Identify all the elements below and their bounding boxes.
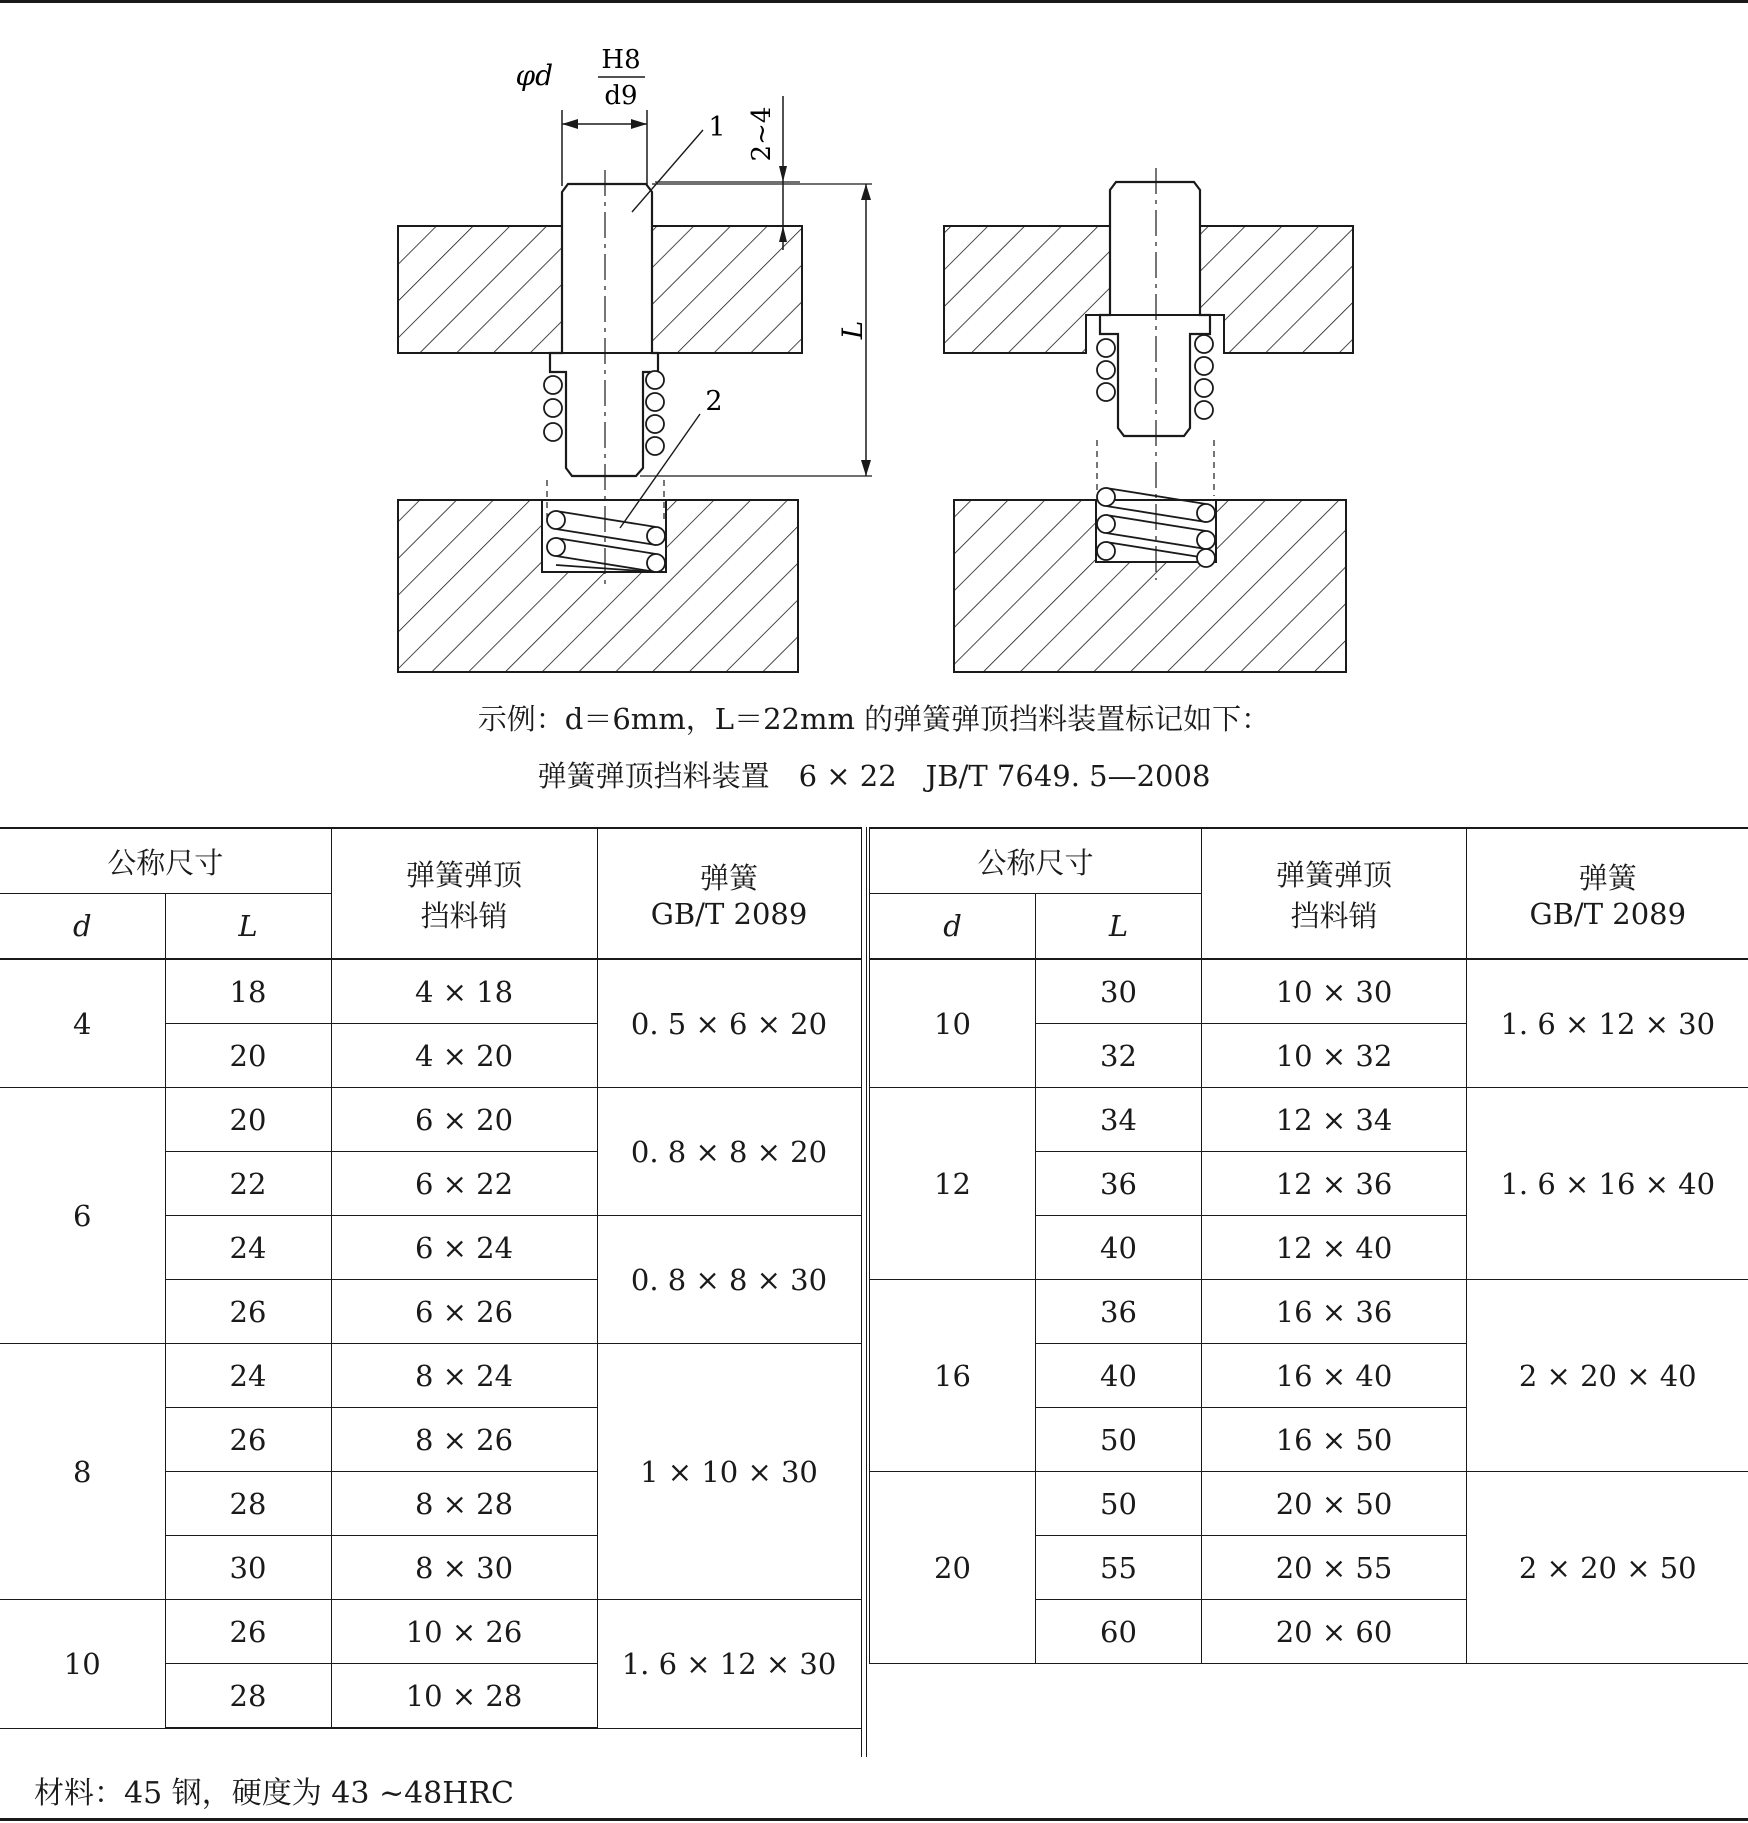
header-pin: 弹簧弹顶 挡料销 [331, 828, 597, 959]
example-marking: 弹簧弹顶挡料装置 6 × 22 JB/T 7649. 5—2008 [537, 759, 1211, 793]
cell-pin: 12 × 34 [1202, 1088, 1467, 1152]
part-2-label: 2 [705, 386, 723, 417]
cell-pin: 12 × 40 [1202, 1216, 1467, 1280]
cell-spring: 0. 5 × 6 × 20 [597, 959, 861, 1088]
cell-L: 36 [1036, 1280, 1202, 1344]
table-row [0, 1088, 861, 1152]
cell-spring: 1. 6 × 16 × 40 [1467, 1088, 1748, 1280]
table-row [0, 959, 861, 1024]
cell-L: 26 [165, 1280, 331, 1344]
spec-table-left [0, 827, 862, 1729]
cell-L: 20 [165, 1024, 331, 1088]
material-note: 材料：45 钢，硬度为 43 ~48HRC [34, 1776, 514, 1811]
bottom-rule [0, 1818, 1748, 1821]
cell-L: 26 [165, 1600, 331, 1664]
right-top-plate-right [1200, 226, 1353, 353]
header-d: d [870, 894, 1036, 960]
right-assembly [944, 168, 1353, 672]
table-row [870, 1280, 1748, 1344]
header-nominal: 公称尺寸 [0, 828, 331, 894]
cell-L: 28 [165, 1472, 331, 1536]
technical-drawing [0, 0, 1748, 700]
cell-spring: 1. 6 × 12 × 30 [1467, 959, 1748, 1088]
cell-pin: 10 × 26 [331, 1600, 597, 1664]
length-label: L [836, 320, 869, 340]
cell-pin: 16 × 36 [1202, 1280, 1467, 1344]
header-nominal: 公称尺寸 [870, 828, 1202, 894]
fit-label-top: H8 [601, 45, 641, 75]
cell-pin: 10 × 28 [331, 1664, 597, 1729]
cell-L: 60 [1036, 1600, 1202, 1664]
table-row [870, 1472, 1748, 1536]
cell-d: 16 [870, 1280, 1036, 1472]
cell-pin: 16 × 50 [1202, 1408, 1467, 1472]
cell-pin: 8 × 28 [331, 1472, 597, 1536]
cell-L: 22 [165, 1152, 331, 1216]
cell-L: 24 [165, 1344, 331, 1408]
cell-pin: 16 × 40 [1202, 1344, 1467, 1408]
cell-spring: 2 × 20 × 50 [1467, 1472, 1748, 1664]
header-L: L [165, 894, 331, 960]
cell-L: 40 [1036, 1344, 1202, 1408]
header-L: L [1036, 894, 1202, 960]
cell-L: 28 [165, 1664, 331, 1729]
cell-L: 34 [1036, 1088, 1202, 1152]
fit-label-bottom: d9 [604, 81, 638, 111]
cell-pin: 8 × 24 [331, 1344, 597, 1408]
table-row [0, 1344, 861, 1408]
cell-pin: 6 × 24 [331, 1216, 597, 1280]
part-1-label: 1 [708, 112, 726, 143]
cell-spring: 0. 8 × 8 × 20 [597, 1088, 861, 1216]
cell-pin: 20 × 60 [1202, 1600, 1467, 1664]
cell-L: 50 [1036, 1472, 1202, 1536]
cell-d: 10 [0, 1600, 165, 1729]
cell-d: 12 [870, 1088, 1036, 1280]
left-pin [550, 184, 658, 476]
cell-spring: 1 × 10 × 30 [597, 1344, 861, 1600]
cell-spring: 1. 6 × 12 × 30 [597, 1600, 861, 1729]
cell-L: 26 [165, 1408, 331, 1472]
cell-spring: 2 × 20 × 40 [1467, 1280, 1748, 1472]
cell-L: 18 [165, 959, 331, 1024]
table-divider [861, 827, 867, 1757]
cell-d: 8 [0, 1344, 165, 1600]
cell-d: 4 [0, 959, 165, 1088]
cell-L: 32 [1036, 1024, 1202, 1088]
cell-spring: 0. 8 × 8 × 30 [597, 1216, 861, 1344]
cell-L: 20 [165, 1088, 331, 1152]
left-assembly [398, 45, 872, 672]
cell-L: 40 [1036, 1216, 1202, 1280]
diameter-label: φd [515, 59, 553, 92]
cell-d: 10 [870, 959, 1036, 1088]
header-spring: 弹簧 GB/T 2089 [1467, 828, 1748, 959]
cell-d: 6 [0, 1088, 165, 1344]
table-row [870, 1088, 1748, 1152]
cell-pin: 12 × 36 [1202, 1152, 1467, 1216]
right-top-plate [944, 226, 1110, 353]
cell-pin: 4 × 18 [331, 959, 597, 1024]
cell-L: 55 [1036, 1536, 1202, 1600]
cell-L: 30 [1036, 959, 1202, 1024]
cell-pin: 10 × 30 [1202, 959, 1467, 1024]
table-row [870, 959, 1748, 1024]
cell-L: 36 [1036, 1152, 1202, 1216]
spec-table-right [869, 827, 1748, 1664]
cell-pin: 6 × 20 [331, 1088, 597, 1152]
header-d: d [0, 894, 165, 960]
cell-pin: 20 × 50 [1202, 1472, 1467, 1536]
example-caption: 示例：d＝6mm，L＝22mm 的弹簧弹顶挡料装置标记如下： [477, 702, 1271, 736]
left-top-plate [398, 226, 562, 353]
cell-L: 24 [165, 1216, 331, 1280]
cell-pin: 6 × 26 [331, 1280, 597, 1344]
cell-L: 30 [165, 1536, 331, 1600]
cell-L: 50 [1036, 1408, 1202, 1472]
header-spring: 弹簧 GB/T 2089 [597, 828, 861, 959]
table-row [0, 1600, 861, 1664]
cell-pin: 4 × 20 [331, 1024, 597, 1088]
cell-pin: 8 × 30 [331, 1536, 597, 1600]
cell-d: 20 [870, 1472, 1036, 1664]
cell-pin: 20 × 55 [1202, 1536, 1467, 1600]
cell-pin: 6 × 22 [331, 1152, 597, 1216]
cell-pin: 10 × 32 [1202, 1024, 1467, 1088]
header-pin: 弹簧弹顶 挡料销 [1202, 828, 1467, 959]
left-top-plate-right [652, 226, 802, 353]
clearance-label: 2~4 [747, 106, 777, 162]
right-pin [1100, 182, 1210, 436]
cell-pin: 8 × 26 [331, 1408, 597, 1472]
